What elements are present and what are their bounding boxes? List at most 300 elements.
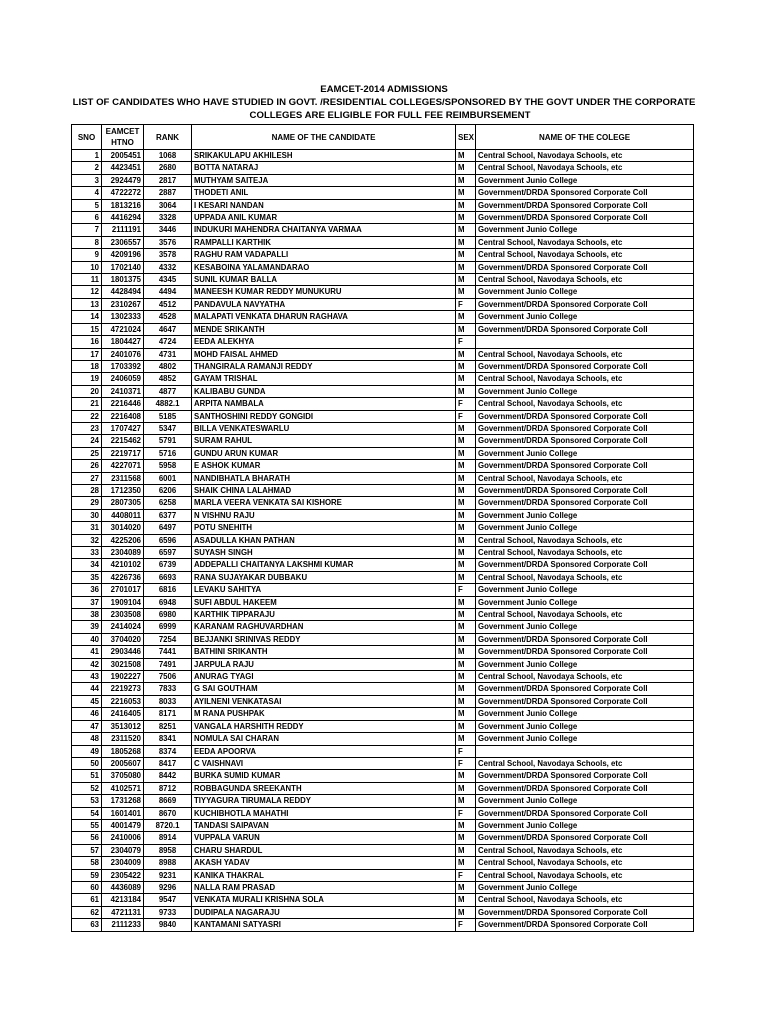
cell-college: Central School, Navodaya Schools, etc (476, 757, 694, 769)
cell-rank: 8033 (144, 695, 192, 707)
cell-college (476, 745, 694, 757)
table-row (72, 633, 694, 645)
cell-college: Central School, Navodaya Schools, etc (476, 236, 694, 248)
cell-htno: 2311568 (102, 472, 144, 484)
cell-rank: 8720.1 (144, 819, 192, 831)
cell-htno: 2303508 (102, 609, 144, 621)
table-row (72, 571, 694, 583)
cell-rank: 2817 (144, 174, 192, 186)
cell-college: Government Junio College (476, 224, 694, 236)
cell-sex: F (456, 757, 476, 769)
table-row (72, 212, 694, 224)
document-subtitle-line1: LIST OF CANDIDATES WHO HAVE STUDIED IN GOVT. /RESIDENTIAL COLLEGES/SPONSORED BY THE GOVT UNDER THE CORPORATE (72, 97, 696, 108)
cell-htno: 3705080 (102, 770, 144, 782)
cell-sno: 62 (72, 906, 102, 918)
cell-candidate-name: SURAM RAHUL (192, 435, 456, 447)
cell-htno: 1703392 (102, 360, 144, 372)
cell-sex: M (456, 249, 476, 261)
table-row (72, 460, 694, 472)
cell-htno: 4226736 (102, 571, 144, 583)
cell-college: Government/DRDA Sponsored Corporate Coll (476, 807, 694, 819)
cell-college: Government Junio College (476, 819, 694, 831)
cell-htno: 2807305 (102, 497, 144, 509)
cell-htno: 2216446 (102, 398, 144, 410)
cell-rank: 3328 (144, 212, 192, 224)
table-row (72, 807, 694, 819)
cell-rank: 8341 (144, 733, 192, 745)
cell-college: Government Junio College (476, 596, 694, 608)
cell-candidate-name: KESABOINA YALAMANDARAO (192, 261, 456, 273)
document-subtitle-line2: COLLEGES ARE ELIGIBLE FOR FULL FEE REIMBURSEMENT (249, 110, 531, 121)
cell-htno: 2305422 (102, 869, 144, 881)
cell-candidate-name: AKASH YADAV (192, 857, 456, 869)
table-row (72, 236, 694, 248)
cell-rank: 5347 (144, 422, 192, 434)
cell-candidate-name: NANDIBHATLA BHARATH (192, 472, 456, 484)
table-row (72, 497, 694, 509)
table-row (72, 150, 694, 162)
cell-htno: 1302333 (102, 311, 144, 323)
cell-sno: 50 (72, 757, 102, 769)
cell-rank: 4528 (144, 311, 192, 323)
table-row (72, 770, 694, 782)
table-row (72, 187, 694, 199)
cell-sex: M (456, 224, 476, 236)
table-row (72, 323, 694, 335)
cell-sex: M (456, 720, 476, 732)
cell-sex: M (456, 770, 476, 782)
cell-sno: 60 (72, 881, 102, 893)
table-row (72, 720, 694, 732)
table-row (72, 795, 694, 807)
cell-candidate-name: G SAI GOUTHAM (192, 683, 456, 695)
cell-college: Central School, Navodaya Schools, etc (476, 609, 694, 621)
cell-sno: 1 (72, 150, 102, 162)
cell-sex: M (456, 522, 476, 534)
cell-candidate-name: MENDE SRIKANTH (192, 323, 456, 335)
cell-htno: 2414024 (102, 621, 144, 633)
cell-rank: 6596 (144, 534, 192, 546)
cell-candidate-name: KANIKA THAKRAL (192, 869, 456, 881)
cell-sex: M (456, 385, 476, 397)
table-row (72, 174, 694, 186)
cell-sex: M (456, 658, 476, 670)
table-row (72, 484, 694, 496)
cell-candidate-name: KUCHIBHOTLA MAHATHI (192, 807, 456, 819)
cell-candidate-name: MALAPATI VENKATA DHARUN RAGHAVA (192, 311, 456, 323)
cell-college: Government Junio College (476, 708, 694, 720)
cell-candidate-name: NALLA RAM PRASAD (192, 881, 456, 893)
cell-rank: 7506 (144, 671, 192, 683)
cell-htno: 2410006 (102, 832, 144, 844)
cell-rank: 7491 (144, 658, 192, 670)
cell-college: Government Junio College (476, 733, 694, 745)
cell-sex: M (456, 447, 476, 459)
cell-sex: M (456, 881, 476, 893)
cell-candidate-name: M RANA PUSHPAK (192, 708, 456, 720)
cell-college: Central School, Navodaya Schools, etc (476, 547, 694, 559)
cell-college: Government/DRDA Sponsored Corporate Coll (476, 559, 694, 571)
cell-college: Government Junio College (476, 447, 694, 459)
cell-htno: 1601401 (102, 807, 144, 819)
cell-candidate-name: EEDA ALEKHYA (192, 336, 456, 348)
cell-candidate-name: MANEESH KUMAR REDDY MUNUKURU (192, 286, 456, 298)
cell-sno: 7 (72, 224, 102, 236)
cell-college: Central School, Navodaya Schools, etc (476, 373, 694, 385)
table-row (72, 398, 694, 410)
table-row (72, 435, 694, 447)
cell-htno: 2216408 (102, 410, 144, 422)
cell-htno: 1801375 (102, 274, 144, 286)
table-row (72, 894, 694, 906)
cell-sex: M (456, 819, 476, 831)
cell-sex: M (456, 857, 476, 869)
table-row (72, 584, 694, 596)
cell-college: Government Junio College (476, 385, 694, 397)
cell-rank: 6597 (144, 547, 192, 559)
table-row (72, 819, 694, 831)
cell-sno: 24 (72, 435, 102, 447)
cell-candidate-name: KANTAMANI SATYASRI (192, 919, 456, 931)
cell-htno: 4721024 (102, 323, 144, 335)
cell-sno: 35 (72, 571, 102, 583)
cell-rank: 4731 (144, 348, 192, 360)
cell-sno: 61 (72, 894, 102, 906)
cell-htno: 4213184 (102, 894, 144, 906)
cell-sno: 51 (72, 770, 102, 782)
table-row (72, 844, 694, 856)
cell-sex: M (456, 571, 476, 583)
table-row (72, 385, 694, 397)
cell-candidate-name: BURKA SUMID KUMAR (192, 770, 456, 782)
cell-college: Central School, Navodaya Schools, etc (476, 844, 694, 856)
cell-rank: 7441 (144, 646, 192, 658)
cell-htno: 2401076 (102, 348, 144, 360)
cell-rank: 6999 (144, 621, 192, 633)
cell-sex: F (456, 584, 476, 596)
cell-htno: 4416294 (102, 212, 144, 224)
cell-college: Government/DRDA Sponsored Corporate Coll (476, 323, 694, 335)
cell-candidate-name: VENKATA MURALI KRISHNA SOLA (192, 894, 456, 906)
cell-rank: 8670 (144, 807, 192, 819)
cell-htno: 4209196 (102, 249, 144, 261)
cell-htno: 2924479 (102, 174, 144, 186)
cell-college: Government/DRDA Sponsored Corporate Coll (476, 770, 694, 782)
cell-college: Central School, Navodaya Schools, etc (476, 571, 694, 583)
cell-rank: 2887 (144, 187, 192, 199)
cell-college: Central School, Navodaya Schools, etc (476, 348, 694, 360)
header-row (72, 125, 694, 150)
cell-sex: M (456, 795, 476, 807)
header-college: NAME OF THE COLEGE (476, 125, 694, 150)
cell-sex: M (456, 894, 476, 906)
cell-sno: 55 (72, 819, 102, 831)
cell-htno: 1707427 (102, 422, 144, 434)
cell-rank: 4852 (144, 373, 192, 385)
cell-htno: 2410371 (102, 385, 144, 397)
cell-candidate-name: THANGIRALA RAMANJI REDDY (192, 360, 456, 372)
cell-htno: 2111191 (102, 224, 144, 236)
cell-htno: 4001479 (102, 819, 144, 831)
cell-rank: 6377 (144, 509, 192, 521)
cell-rank: 7254 (144, 633, 192, 645)
table-body (72, 150, 694, 932)
cell-college: Government/DRDA Sponsored Corporate Coll (476, 683, 694, 695)
cell-sno: 12 (72, 286, 102, 298)
table-row (72, 857, 694, 869)
cell-sno: 45 (72, 695, 102, 707)
cell-htno: 2406059 (102, 373, 144, 385)
cell-rank: 8374 (144, 745, 192, 757)
cell-sex: M (456, 274, 476, 286)
table-row (72, 373, 694, 385)
cell-college: Government/DRDA Sponsored Corporate Coll (476, 695, 694, 707)
cell-htno: 2701017 (102, 584, 144, 596)
cell-rank: 8171 (144, 708, 192, 720)
cell-sno: 25 (72, 447, 102, 459)
cell-rank: 4512 (144, 298, 192, 310)
cell-college: Government Junio College (476, 795, 694, 807)
cell-rank: 5716 (144, 447, 192, 459)
cell-rank: 8958 (144, 844, 192, 856)
cell-sno: 33 (72, 547, 102, 559)
cell-college: Government Junio College (476, 621, 694, 633)
cell-sex: M (456, 323, 476, 335)
cell-sno: 59 (72, 869, 102, 881)
table-row (72, 422, 694, 434)
cell-candidate-name: E ASHOK KUMAR (192, 460, 456, 472)
cell-college: Central School, Navodaya Schools, etc (476, 894, 694, 906)
cell-candidate-name: ANURAG TYAGI (192, 671, 456, 683)
cell-candidate-name: C VAISHNAVI (192, 757, 456, 769)
cell-candidate-name: KALIBABU GUNDA (192, 385, 456, 397)
cell-sex: M (456, 435, 476, 447)
cell-htno: 1804427 (102, 336, 144, 348)
cell-rank: 5185 (144, 410, 192, 422)
cell-sex: M (456, 472, 476, 484)
cell-rank: 4647 (144, 323, 192, 335)
cell-rank: 6258 (144, 497, 192, 509)
table-row (72, 286, 694, 298)
cell-rank: 9296 (144, 881, 192, 893)
table-row (72, 249, 694, 261)
table-row (72, 472, 694, 484)
cell-sno: 11 (72, 274, 102, 286)
table-row (72, 298, 694, 310)
cell-college: Government/DRDA Sponsored Corporate Coll (476, 422, 694, 434)
cell-sno: 40 (72, 633, 102, 645)
table-row (72, 733, 694, 745)
cell-htno: 1902227 (102, 671, 144, 683)
cell-sno: 28 (72, 484, 102, 496)
cell-college: Government/DRDA Sponsored Corporate Coll (476, 410, 694, 422)
table-row (72, 919, 694, 931)
cell-sex: M (456, 150, 476, 162)
cell-htno: 2304089 (102, 547, 144, 559)
table-row (72, 199, 694, 211)
cell-sno: 36 (72, 584, 102, 596)
cell-rank: 3576 (144, 236, 192, 248)
cell-college: Central School, Navodaya Schools, etc (476, 534, 694, 546)
cell-sno: 20 (72, 385, 102, 397)
cell-sno: 29 (72, 497, 102, 509)
cell-college: Government/DRDA Sponsored Corporate Coll (476, 484, 694, 496)
cell-college: Government/DRDA Sponsored Corporate Coll (476, 919, 694, 931)
cell-candidate-name: BILLA VENKATESWARLU (192, 422, 456, 434)
cell-htno: 4423451 (102, 162, 144, 174)
cell-college (476, 336, 694, 348)
cell-htno: 3014020 (102, 522, 144, 534)
table-row (72, 162, 694, 174)
cell-candidate-name: INDUKURI MAHENDRA CHAITANYA VARMAA (192, 224, 456, 236)
cell-htno: 3021508 (102, 658, 144, 670)
cell-rank: 8669 (144, 795, 192, 807)
cell-college: Central School, Navodaya Schools, etc (476, 150, 694, 162)
header-name: NAME OF THE CANDIDATE (192, 125, 456, 150)
cell-sno: 5 (72, 199, 102, 211)
table-row (72, 547, 694, 559)
cell-sno: 52 (72, 782, 102, 794)
cell-college: Government/DRDA Sponsored Corporate Coll (476, 261, 694, 273)
cell-candidate-name: ADDEPALLI CHAITANYA LAKSHMI KUMAR (192, 559, 456, 571)
cell-college: Central School, Navodaya Schools, etc (476, 671, 694, 683)
header-htno-line2: HTNO (111, 138, 134, 147)
cell-sex: M (456, 906, 476, 918)
cell-rank: 4724 (144, 336, 192, 348)
cell-rank: 2680 (144, 162, 192, 174)
cell-sex: M (456, 199, 476, 211)
cell-sno: 18 (72, 360, 102, 372)
cell-candidate-name: TANDASI SAIPAVAN (192, 819, 456, 831)
cell-sex: M (456, 633, 476, 645)
cell-sex: M (456, 671, 476, 683)
cell-sex: M (456, 621, 476, 633)
cell-htno: 2304009 (102, 857, 144, 869)
cell-rank: 6739 (144, 559, 192, 571)
cell-rank: 6497 (144, 522, 192, 534)
cell-sno: 44 (72, 683, 102, 695)
cell-sex: M (456, 695, 476, 707)
cell-htno: 2219273 (102, 683, 144, 695)
cell-rank: 3578 (144, 249, 192, 261)
table-row (72, 683, 694, 695)
cell-college: Government/DRDA Sponsored Corporate Coll (476, 832, 694, 844)
cell-sno: 47 (72, 720, 102, 732)
cell-sno: 37 (72, 596, 102, 608)
cell-htno: 2304079 (102, 844, 144, 856)
cell-htno: 4210102 (102, 559, 144, 571)
cell-college: Central School, Navodaya Schools, etc (476, 249, 694, 261)
cell-candidate-name: N VISHNU RAJU (192, 509, 456, 521)
cell-candidate-name: BEJJANKI SRINIVAS REDDY (192, 633, 456, 645)
cell-sno: 48 (72, 733, 102, 745)
cell-college: Government/DRDA Sponsored Corporate Coll (476, 646, 694, 658)
cell-sno: 31 (72, 522, 102, 534)
table-row (72, 757, 694, 769)
cell-sex: M (456, 212, 476, 224)
cell-college: Central School, Navodaya Schools, etc (476, 472, 694, 484)
cell-sno: 38 (72, 609, 102, 621)
cell-candidate-name: UPPADA ANIL KUMAR (192, 212, 456, 224)
cell-candidate-name: SUFI ABDUL HAKEEM (192, 596, 456, 608)
cell-htno: 2219717 (102, 447, 144, 459)
table-row (72, 509, 694, 521)
cell-sex: M (456, 733, 476, 745)
cell-candidate-name: AYILNENI VENKATASAI (192, 695, 456, 707)
table-row (72, 360, 694, 372)
cell-college: Government/DRDA Sponsored Corporate Coll (476, 187, 694, 199)
cell-sno: 30 (72, 509, 102, 521)
cell-candidate-name: LEVAKU SAHITYA (192, 584, 456, 596)
cell-college: Government Junio College (476, 311, 694, 323)
cell-htno: 2111233 (102, 919, 144, 931)
table-header (72, 125, 694, 150)
cell-rank: 7833 (144, 683, 192, 695)
cell-college: Government/DRDA Sponsored Corporate Coll (476, 360, 694, 372)
cell-sex: M (456, 534, 476, 546)
cell-candidate-name: THODETI ANIL (192, 187, 456, 199)
cell-candidate-name: SUNIL KUMAR BALLA (192, 274, 456, 286)
cell-college: Government/DRDA Sponsored Corporate Coll (476, 435, 694, 447)
cell-rank: 8442 (144, 770, 192, 782)
cell-htno: 2310267 (102, 298, 144, 310)
cell-sno: 2 (72, 162, 102, 174)
cell-rank: 6948 (144, 596, 192, 608)
cell-sex: F (456, 919, 476, 931)
cell-candidate-name: BATHINI SRIKANTH (192, 646, 456, 658)
cell-htno: 1712350 (102, 484, 144, 496)
table-row (72, 274, 694, 286)
cell-sex: M (456, 373, 476, 385)
cell-htno: 1805268 (102, 745, 144, 757)
cell-sex: M (456, 596, 476, 608)
cell-sex: M (456, 286, 476, 298)
cell-rank: 6980 (144, 609, 192, 621)
table-row (72, 559, 694, 571)
cell-htno: 2903446 (102, 646, 144, 658)
table-row (72, 708, 694, 720)
cell-htno: 4225206 (102, 534, 144, 546)
cell-sex: F (456, 298, 476, 310)
cell-htno: 4408011 (102, 509, 144, 521)
cell-candidate-name: EEDA APOORVA (192, 745, 456, 757)
cell-rank: 1068 (144, 150, 192, 162)
cell-rank: 9547 (144, 894, 192, 906)
cell-htno: 2416405 (102, 708, 144, 720)
cell-candidate-name: GUNDU ARUN KUMAR (192, 447, 456, 459)
cell-candidate-name: BOTTA NATARAJ (192, 162, 456, 174)
cell-htno: 4436089 (102, 881, 144, 893)
cell-rank: 4882.1 (144, 398, 192, 410)
cell-htno: 1702140 (102, 261, 144, 273)
cell-sno: 49 (72, 745, 102, 757)
cell-rank: 4802 (144, 360, 192, 372)
cell-college: Government/DRDA Sponsored Corporate Coll (476, 906, 694, 918)
cell-rank: 8712 (144, 782, 192, 794)
cell-sno: 54 (72, 807, 102, 819)
cell-college: Central School, Navodaya Schools, etc (476, 162, 694, 174)
cell-candidate-name: KARTHIK TIPPARAJU (192, 609, 456, 621)
cell-sno: 6 (72, 212, 102, 224)
cell-sno: 56 (72, 832, 102, 844)
cell-candidate-name: MARLA VEERA VENKATA SAI KISHORE (192, 497, 456, 509)
cell-rank: 6001 (144, 472, 192, 484)
cell-sno: 41 (72, 646, 102, 658)
table-row (72, 832, 694, 844)
cell-sex: M (456, 832, 476, 844)
header-sno: SNO (72, 125, 102, 150)
cell-rank: 4877 (144, 385, 192, 397)
